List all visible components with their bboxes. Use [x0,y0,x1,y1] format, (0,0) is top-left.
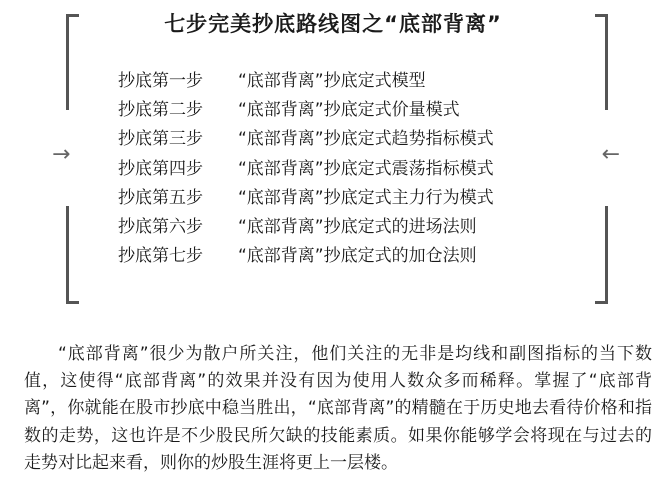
step-label: 抄底第六步 [118,217,203,238]
step-label: 抄底第二步 [118,100,203,121]
step-item [118,210,494,239]
step-text: “底部背离”抄底定式主力行为模式 [238,187,494,208]
step-text: “底部背离”抄底定式趋势指标模式 [238,129,494,150]
step-label: 抄底第三步 [118,129,203,150]
step-text: “底部背离”抄底定式价量模式 [238,100,460,121]
step-item [118,64,494,93]
step-item [118,93,494,122]
arrow-right-icon: → [52,142,71,167]
step-text: “底部背离”抄底定式震荡指标模式 [238,158,494,179]
step-label: 抄底第四步 [118,158,203,179]
step-text: “底部背离”抄底定式的加仓法则 [238,246,477,267]
step-text: “底部背离”抄底定式模型 [238,71,426,92]
step-item [118,152,494,181]
step-item [118,181,494,210]
step-label: 抄底第七步 [118,246,203,267]
step-text: “底部背离”抄底定式的进场法则 [238,217,477,238]
step-item [118,122,494,151]
figure-title: 七步完美抄底路线图之“底部背离” [164,12,502,36]
step-item [118,239,494,268]
steps-list [118,64,494,268]
step-label: 抄底第一步 [118,71,203,92]
arrow-left-icon: ← [601,142,620,167]
step-label: 抄底第五步 [118,187,203,208]
body-paragraph: “底部背离”很少为散户所关注，他们关注的无非是均线和副图指标的当下数值，这使得“底部背离”的效果并没有因为使用人数众多而稀释。掌握了“底部背离”，你就能在股市抄底中稳当胜出，“底部背离”的精髓在于历史地去看待价格和指数的走势，这也许是不少股民所欠缺的技能素质。如果你能够学会将现在与过去的走势对比起来看，则你的炒股生涯将更上一层楼。 [24,344,652,473]
